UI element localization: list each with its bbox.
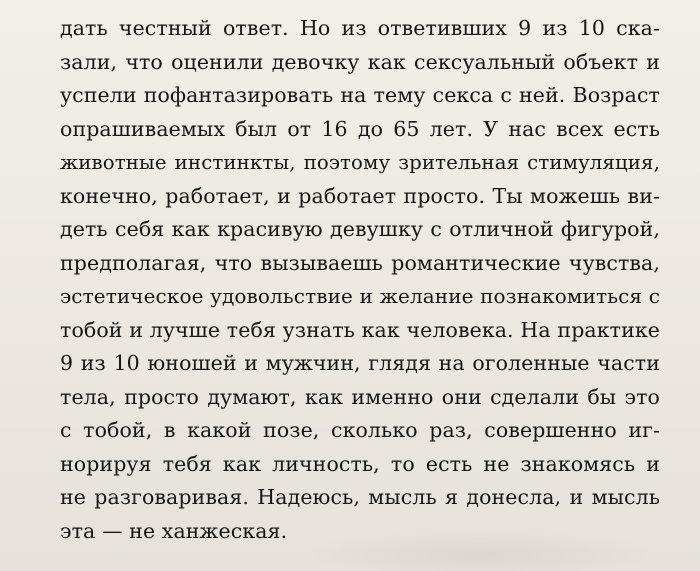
text-line: конечно, работает, и работает просто. Ты можешь ви- bbox=[60, 183, 660, 208]
text-line: не разговаривая. Надеюсь, мысль я донесла, и мысль bbox=[60, 485, 660, 509]
text-line: тобой и лучше тебя узнать как человека. На практике bbox=[60, 317, 660, 342]
text-line: тела, просто думают, как именно они сделали бы это bbox=[60, 384, 660, 409]
text-line: деть себя как красивую девушку с отличной фигурой, bbox=[60, 217, 660, 241]
text-line: животные инстинкты, поэтому зрительная стимуляция, bbox=[60, 151, 660, 174]
text-line: успели пофантазировать на тему секса с ней. Возраст bbox=[60, 83, 660, 107]
text-line: эстетическое удовольствие и желание познакомиться с bbox=[60, 284, 660, 308]
body-paragraph bbox=[60, 12, 660, 548]
text-line: норируя тебя как личность, то есть не знакомясь и bbox=[60, 451, 660, 476]
text-line: зали, что оценили девочку как сексуальный объект и bbox=[60, 49, 660, 74]
text-line: с тобой, в какой позе, сколько раз, совершенно иг- bbox=[60, 418, 660, 442]
text-line-last: эта — не ханжеская. bbox=[60, 518, 288, 543]
reverse-side-bleed-through bbox=[300, 530, 660, 571]
text-line: дать честный ответ. Но из ответивших 9 из 10 ска- bbox=[60, 16, 660, 40]
text-line: предполагая, что вызываешь романтические чувства, bbox=[60, 250, 660, 275]
text-line: опрашиваемых был от 16 до 65 лет. У нас всех есть bbox=[60, 116, 660, 141]
text-line: 9 из 10 юношей и мужчин, глядя на оголенные части bbox=[60, 351, 660, 375]
